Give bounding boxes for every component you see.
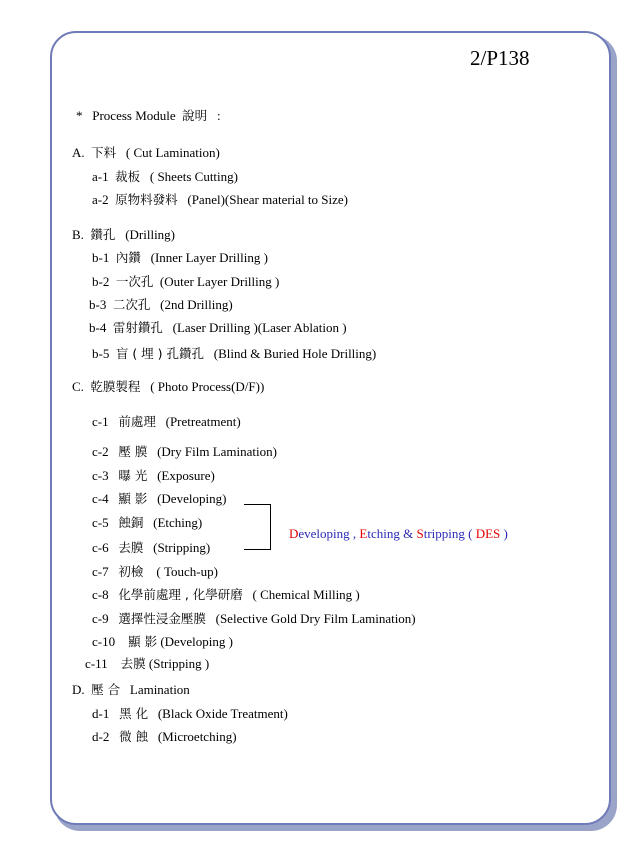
item-b-1 bbox=[92, 250, 268, 266]
item-text: (Laser Drilling )(Laser Ablation ) bbox=[172, 320, 347, 335]
section-c-heading bbox=[72, 379, 264, 395]
des-letter-e: E bbox=[359, 526, 368, 541]
intro-colon: : bbox=[216, 108, 221, 123]
des-note bbox=[289, 526, 508, 542]
item-text: (Stripping) bbox=[153, 540, 211, 555]
item-c-7 bbox=[92, 564, 218, 580]
section-prefix: A. bbox=[72, 145, 85, 160]
item-code: c-10 bbox=[92, 634, 116, 649]
section-cjk: 下料 bbox=[91, 145, 117, 160]
item-c-10 bbox=[92, 634, 233, 650]
item-cjk: 去膜 bbox=[118, 540, 144, 555]
item-cjk: 去膜 bbox=[120, 656, 146, 671]
item-text: (Developing) bbox=[157, 491, 227, 506]
item-text: (Pretreatment) bbox=[165, 414, 241, 429]
item-text: ( Chemical Milling ) bbox=[252, 587, 360, 602]
intro-cjk: 說明 bbox=[182, 108, 208, 123]
item-code: c-4 bbox=[92, 491, 109, 506]
item-text: (Panel)(Shear material to Size) bbox=[187, 192, 349, 207]
item-code: b-2 bbox=[92, 274, 110, 289]
item-c-3 bbox=[92, 468, 215, 484]
item-code: c-9 bbox=[92, 611, 109, 626]
item-code: b-5 bbox=[92, 346, 110, 361]
item-cjk: 裁板 bbox=[115, 169, 141, 184]
item-code: c-7 bbox=[92, 564, 109, 579]
item-text: (Selective Gold Dry Film Lamination) bbox=[215, 611, 416, 626]
item-b-3 bbox=[89, 297, 233, 313]
item-c-4 bbox=[92, 491, 226, 507]
item-code: d-1 bbox=[92, 706, 110, 721]
item-d-1 bbox=[92, 706, 288, 722]
des-close-paren: ) bbox=[503, 526, 508, 541]
section-text: (Drilling) bbox=[125, 227, 176, 242]
des-abbr: DES bbox=[475, 526, 501, 541]
item-c-9 bbox=[92, 611, 416, 627]
des-text-etching: tching & bbox=[367, 526, 414, 541]
item-b-2 bbox=[92, 274, 279, 290]
item-code: c-1 bbox=[92, 414, 109, 429]
item-text: (Black Oxide Treatment) bbox=[157, 706, 288, 721]
des-bracket bbox=[244, 504, 271, 550]
section-text: Lamination bbox=[129, 682, 190, 697]
des-letter-d: D bbox=[289, 526, 299, 541]
section-cjk: 乾膜製程 bbox=[90, 379, 141, 394]
item-code: b-4 bbox=[89, 320, 107, 335]
item-text: (Etching) bbox=[153, 515, 203, 530]
des-text-stripping: tripping ( bbox=[423, 526, 473, 541]
item-text: (Inner Layer Drilling ) bbox=[150, 250, 268, 265]
section-text: ( Cut Lamination) bbox=[125, 145, 220, 160]
item-cjk: 蝕銅 bbox=[118, 515, 144, 530]
section-prefix: D. bbox=[72, 682, 85, 697]
item-cjk: 一次孔 bbox=[115, 274, 154, 289]
item-c-6 bbox=[92, 540, 210, 556]
item-code: c-3 bbox=[92, 468, 109, 483]
item-text: (Dry Film Lamination) bbox=[157, 444, 277, 459]
item-cjk: 原物料發料 bbox=[115, 192, 178, 207]
section-text: ( Photo Process(D/F)) bbox=[150, 379, 265, 394]
item-c-1 bbox=[92, 414, 241, 430]
item-text: (Outer Layer Drilling ) bbox=[159, 274, 280, 289]
section-prefix: C. bbox=[72, 379, 84, 394]
item-cjk: 微 蝕 bbox=[119, 729, 149, 744]
item-text: (Stripping ) bbox=[148, 656, 210, 671]
item-code: b-1 bbox=[92, 250, 110, 265]
item-cjk: 顯 影 bbox=[118, 491, 148, 506]
item-cjk: 二次孔 bbox=[112, 297, 151, 312]
item-text: (Exposure) bbox=[157, 468, 215, 483]
intro-text: Process Module bbox=[92, 108, 176, 123]
section-cjk: 壓 合 bbox=[91, 682, 121, 697]
item-b-5 bbox=[92, 346, 376, 362]
item-cjk: 盲 ( 埋 ) 孔鑽孔 bbox=[115, 346, 204, 361]
item-cjk: 黑 化 bbox=[119, 706, 149, 721]
item-text: (2nd Drilling) bbox=[160, 297, 233, 312]
item-text: (Microetching) bbox=[157, 729, 237, 744]
section-b-heading bbox=[72, 227, 175, 243]
item-c-2 bbox=[92, 444, 277, 460]
item-cjk: 前處理 bbox=[118, 414, 156, 429]
item-d-2 bbox=[92, 729, 237, 745]
item-cjk: 選擇性浸金壓膜 bbox=[118, 611, 206, 626]
item-a-1 bbox=[92, 169, 238, 185]
item-code: c-6 bbox=[92, 540, 109, 555]
page-number: 2/P138 bbox=[470, 46, 530, 70]
item-c-8 bbox=[92, 587, 360, 603]
item-text: ( Touch-up) bbox=[156, 564, 218, 579]
item-code: b-3 bbox=[89, 297, 107, 312]
item-code: a-2 bbox=[92, 192, 109, 207]
item-text: (Developing ) bbox=[160, 634, 233, 649]
des-text-developing: eveloping , bbox=[298, 526, 357, 541]
item-code: d-2 bbox=[92, 729, 110, 744]
item-code: c-11 bbox=[85, 656, 108, 671]
item-cjk: 曝 光 bbox=[118, 468, 148, 483]
item-b-4 bbox=[89, 320, 347, 336]
bullet-star: * bbox=[76, 108, 83, 123]
item-c-11 bbox=[85, 656, 209, 672]
item-cjk: 顯 影 bbox=[128, 634, 158, 649]
item-code: c-2 bbox=[92, 444, 109, 459]
item-code: c-5 bbox=[92, 515, 109, 530]
item-text: ( Sheets Cutting) bbox=[149, 169, 238, 184]
item-code: a-1 bbox=[92, 169, 109, 184]
item-cjk: 初檢 bbox=[118, 564, 144, 579]
section-prefix: B. bbox=[72, 227, 84, 242]
item-cjk: 壓 膜 bbox=[118, 444, 148, 459]
item-text: (Blind & Buried Hole Drilling) bbox=[213, 346, 377, 361]
item-a-2 bbox=[92, 192, 348, 208]
section-d-heading bbox=[72, 682, 190, 698]
section-cjk: 鑽孔 bbox=[90, 227, 116, 242]
item-cjk: 雷射鑽孔 bbox=[112, 320, 163, 335]
item-code: c-8 bbox=[92, 587, 109, 602]
item-cjk: 內鑽 bbox=[115, 250, 141, 265]
item-cjk: 化學前處理 , 化學研磨 bbox=[118, 587, 243, 602]
section-a-heading bbox=[72, 145, 220, 161]
item-c-5 bbox=[92, 515, 202, 531]
des-letter-s: S bbox=[416, 526, 424, 541]
intro-line bbox=[76, 108, 221, 124]
